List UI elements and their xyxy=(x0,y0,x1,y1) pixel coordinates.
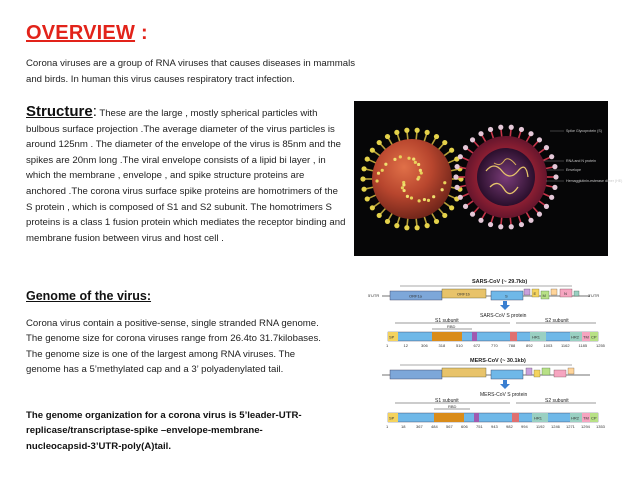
mers-hr2-label: HR2 xyxy=(571,415,580,421)
sars-s-label: S xyxy=(505,293,508,299)
sars-hr2-label: HR2 xyxy=(571,334,580,340)
sars-rbd-block xyxy=(432,332,462,341)
sars-s-protein-bar xyxy=(388,332,598,341)
coronavirus-illustration xyxy=(354,101,623,256)
structure-text: These are the large , mostly spherical particles with bulbous surface projection .The average diameter of the virus particles is around 125nm . The diameter of the envelope of the virus is 85nm and the spikes are 20nm long .The viral envelope consists of a lipid bi layer , in which the membrane , envelope , and spike structure proteins are anchored .The corona virus surface spike proteins are homotrimers of the S protein , which is composed of S1 and S2 subunit. The homotrimers S proteins is a class 1 fusion protein which mediates the receptor binding and membrane fusion between virus and host cell . xyxy=(26,108,346,244)
genome-organization-paragraph: The genome organization for a corona virus is 5’leader-UTR-replicase/transcriptase-spike –envelope-membrane-nucleocapsid-3’UTR-poly(A)tail. xyxy=(26,410,302,452)
mers-orf1b xyxy=(442,368,486,377)
structure-heading: Structure xyxy=(26,103,93,120)
position-tick-label: 12 xyxy=(403,343,408,348)
intro-paragraph: Corona viruses are a group of RNA viruses that causes diseases in mammals and birds. In human this virus causes respiratory tract infection. xyxy=(26,58,355,85)
sars-e-label: E xyxy=(533,291,537,296)
sars-sp-label: SP xyxy=(389,334,395,340)
label-spike: Spike Glycoprotein (S) xyxy=(566,129,602,133)
position-tick-label: 1271 xyxy=(566,424,575,429)
position-tick-label: 672 xyxy=(473,343,481,348)
sars-orf1a-label: ORF1a xyxy=(409,293,422,299)
genome-diagram xyxy=(360,276,616,444)
position-tick-label: 1003 xyxy=(543,343,553,348)
position-tick-label: 1 xyxy=(386,343,389,348)
position-tick-label: 18 xyxy=(401,424,406,429)
position-tick-label: 788 xyxy=(508,343,516,348)
sars-cp-label: CP xyxy=(591,334,597,340)
mers-orf1a xyxy=(390,370,442,379)
position-tick-label: 982 xyxy=(506,424,513,429)
sars-n-label: N xyxy=(564,291,567,296)
overview-title-text: OVERVIEW xyxy=(26,22,136,44)
mers-s-protein-bar xyxy=(388,413,598,422)
whole-virus-body xyxy=(372,139,452,219)
label-rna-n-protein: RNA and N protein xyxy=(566,159,596,163)
sars-s1-label: S1 subunit xyxy=(435,318,459,324)
sars-3utr: 3'UTR xyxy=(588,293,600,298)
label-hemagglutinin: Hemagglutinin-esterase dimer (HE) xyxy=(566,179,623,183)
genome-heading: Genome of the virus: xyxy=(26,289,152,303)
position-tick-label: 1 xyxy=(386,424,389,429)
mers-cp-label: CP xyxy=(591,415,597,421)
position-tick-label: 606 xyxy=(461,424,468,429)
sars-tm-label: TM xyxy=(583,334,589,340)
genome-paragraph: Corona virus contain a positive-sense, single stranded RNA genome. The genome size for corona viruses range from 26.4to 31.7kilobases. The genome size is one of the largest among RNA viruses. The genome has a 5’methylated cap and a 3’ polyadenylated tail. xyxy=(26,318,321,376)
mers-s-protein-label: MERS-CoV S protein xyxy=(480,392,528,398)
position-tick-label: 510 xyxy=(456,343,463,348)
sars-s-protein-label: SARS-CoV S protein xyxy=(480,313,527,319)
structure-paragraph xyxy=(26,104,346,246)
mers-tm-label: TM xyxy=(583,415,589,421)
mers-hr1-label: HR1 xyxy=(534,415,543,421)
position-tick-label: 1162 xyxy=(561,343,570,348)
sars-hr1-label: HR1 xyxy=(532,334,541,340)
label-envelope: Envelope xyxy=(566,168,581,172)
mers-s-gene xyxy=(491,370,523,379)
position-tick-label: 1185 xyxy=(578,343,588,348)
position-tick-label: 892 xyxy=(526,343,533,348)
position-tick-label: 567 xyxy=(446,424,453,429)
sars-m-label: M xyxy=(542,293,546,298)
position-tick-label: 1353 xyxy=(596,424,605,429)
sars-rbd-label: RBD xyxy=(447,324,456,329)
mers-rbd-label: RBD xyxy=(448,404,457,409)
overview-title-colon: : xyxy=(141,22,148,44)
overview-title xyxy=(26,22,148,45)
mers-s1-label: S1 subunit xyxy=(435,398,459,404)
position-tick-label: 751 xyxy=(476,424,483,429)
cutaway-virus-core xyxy=(477,148,535,206)
position-tick-label: 1192 xyxy=(536,424,545,429)
position-tick-label: 1294 xyxy=(581,424,590,429)
mers-s2-label: S2 subunit xyxy=(545,398,569,404)
sars-title: SARS-CoV (~ 29.7kb) xyxy=(472,279,528,285)
structure-heading-colon: : xyxy=(92,103,97,120)
mers-sp-label: SP xyxy=(389,415,395,421)
mers-rbd-block xyxy=(434,413,464,422)
position-tick-label: 484 xyxy=(431,424,438,429)
position-tick-label: 943 xyxy=(491,424,498,429)
mers-title: MERS-CoV (~ 30.1kb) xyxy=(470,358,526,364)
position-tick-label: 367 xyxy=(416,424,423,429)
position-tick-label: 770 xyxy=(491,343,498,348)
position-tick-label: 306 xyxy=(421,343,428,348)
sars-5utr: 5'UTR xyxy=(368,293,380,298)
position-tick-label: 1246 xyxy=(551,424,560,429)
sars-s2-label: S2 subunit xyxy=(545,318,569,324)
sars-orf1b-label: ORF1b xyxy=(457,291,470,297)
position-tick-label: 994 xyxy=(521,424,528,429)
position-tick-label: 1255 xyxy=(596,343,605,348)
position-tick-label: 318 xyxy=(438,343,446,348)
